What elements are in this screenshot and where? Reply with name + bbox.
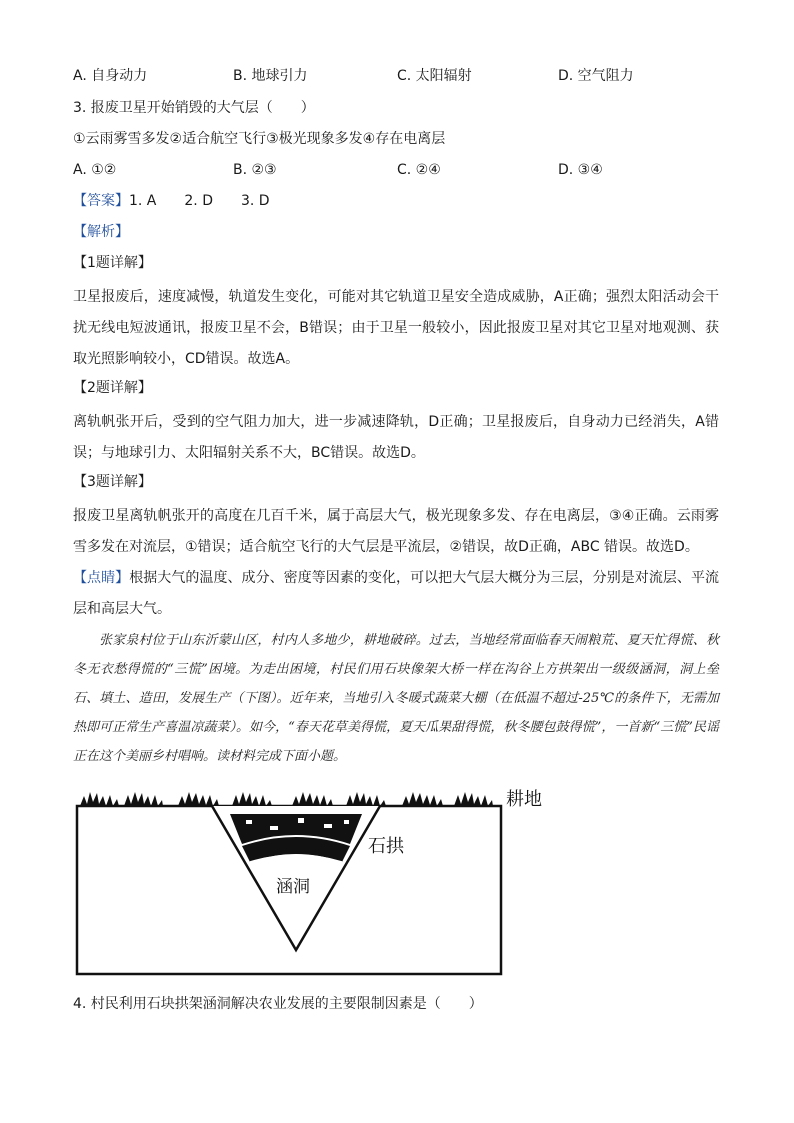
culvert-figure bbox=[74, 782, 554, 982]
detail-3-body: 报废卫星离轨帆张开的高度在几百千米，属于高层大气，极光现象多发、存在电离层，③④正确。云雨雾雪多发在对流层，①错误；适合航空飞行的大气层是平流层，②错误，故D正确，ABC 错误。故选D。 bbox=[73, 508, 719, 555]
question-3-items: ①云雨雾雪多发②适合航空飞行③极光现象多发④存在电离层 bbox=[73, 131, 446, 147]
culvert-diagram bbox=[74, 782, 554, 982]
answer-line bbox=[73, 191, 270, 211]
tip-paragraph bbox=[73, 563, 719, 625]
q3-option-c: C. ②④ bbox=[397, 162, 441, 178]
analysis-label: 【解析】 bbox=[73, 224, 129, 240]
detail-1-body: 卫星报废后，速度减慢，轨道发生变化，可能对其它轨道卫星安全造成威胁，A正确；强烈太阳活动会干扰无线电短波通讯，报废卫星不会，B错误；由于卫星一般较小，因此报废卫星对其它卫星对地观测、获取光照影响较小，CD错误。故选A。 bbox=[73, 289, 719, 367]
detail-1-heading: 【1题详解】 bbox=[73, 255, 152, 271]
q3-option-b: B. ②③ bbox=[233, 162, 277, 178]
material-paragraph: 张家泉村位于山东沂蒙山区，村内人多地少，耕地破碎。过去，当地经常面临春天闹粮荒、夏天忙得慌、秋冬无衣愁得慌的“三慌”困境。为走出困境，村民们用石块像架大桥一样在沟谷上方拱架出一级级涵洞，洞上垒石、填土、造田，发展生产（下图）。近年来，当地引入冬暖式蔬菜大棚（在低温不超过-25℃的条件下，无需加热即可正常生产喜温凉蔬菜）。如今，“春天花草美得慌，夏天瓜果甜得慌，秋冬腰包鼓得慌”，一首新“三慌”民谣正在这个美丽乡村唱响。读材料完成下面小题。 bbox=[73, 633, 719, 764]
q3-option-a: A. ①② bbox=[73, 162, 117, 178]
detail-2-heading: 【2题详解】 bbox=[73, 380, 152, 396]
option-b: B. 地球引力 bbox=[233, 68, 308, 84]
tip-body: 根据大气的温度、成分、密度等因素的变化，可以把大气层大概分为三层，分别是对流层、平流层和高层大气。 bbox=[73, 570, 720, 617]
question-4-stem: 4. 村民利用石块拱架涵洞解决农业发展的主要限制因素是（ ） bbox=[73, 996, 483, 1012]
option-c: C. 太阳辐射 bbox=[397, 68, 472, 84]
answer-text: 1. A 2. D 3. D bbox=[129, 193, 270, 209]
option-a: A. 自身动力 bbox=[73, 68, 148, 84]
option-d: D. 空气阻力 bbox=[558, 68, 634, 84]
grass-tufts bbox=[80, 792, 493, 806]
answer-label: 【答案】 bbox=[73, 193, 129, 209]
detail-2-body: 离轨帆张开后，受到的空气阻力加大，进一步减速降轨，D正确；卫星报废后，自身动力已经消失，A错误；与地球引力、太阳辐射关系不大，BC错误。故选D。 bbox=[73, 414, 719, 461]
q3-option-d: D. ③④ bbox=[558, 162, 603, 178]
stone-arch-label: 石拱 bbox=[368, 836, 404, 857]
culvert-label: 涵洞 bbox=[276, 877, 310, 897]
tip-label: 【点睛】 bbox=[73, 570, 130, 586]
question-3-stem: 3. 报废卫星开始销毁的大气层（ ） bbox=[73, 100, 315, 116]
farmland-label: 耕地 bbox=[506, 789, 542, 810]
detail-3-heading: 【3题详解】 bbox=[73, 474, 152, 490]
